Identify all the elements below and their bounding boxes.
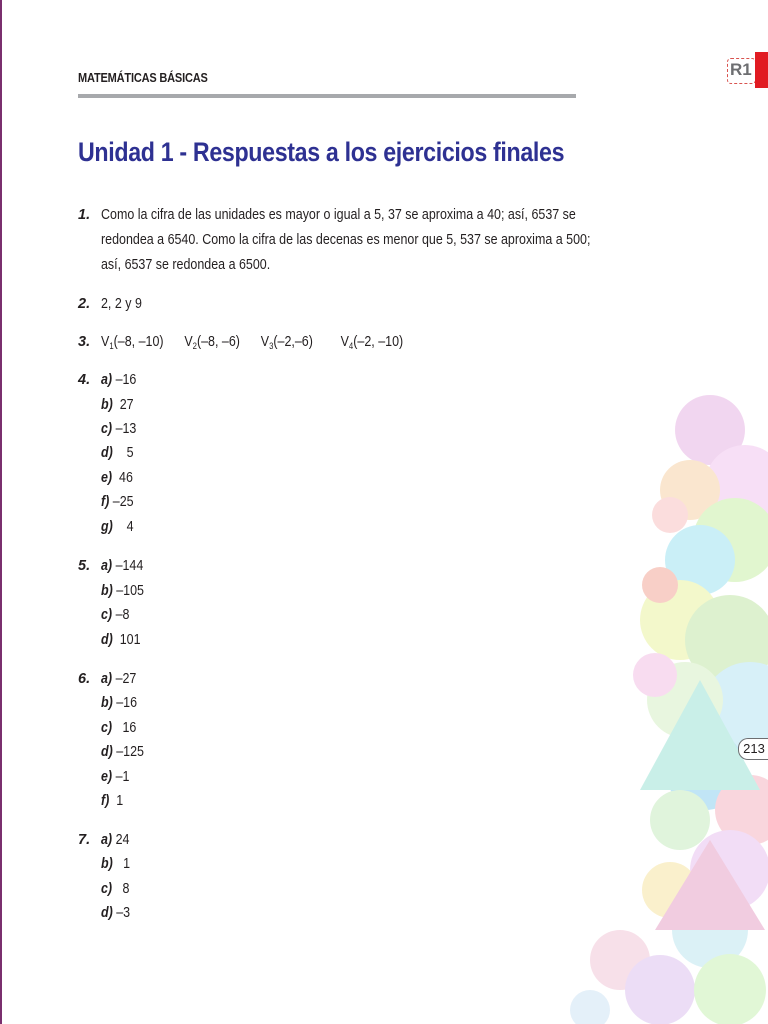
- item-number: 5.: [78, 558, 91, 574]
- vertex-letter: V: [184, 334, 193, 350]
- answer-line: b) –16: [101, 695, 138, 711]
- vertex-coords: (–8, –10): [113, 334, 164, 350]
- header-rule: [78, 94, 576, 98]
- answer-line: g) 4: [101, 519, 134, 535]
- vertex-letter: V: [340, 334, 349, 350]
- page-title: Unidad 1 - Respuestas a los ejercicios finales: [78, 137, 565, 167]
- item-text: 2, 2 y 9: [101, 296, 142, 312]
- page-number: 213: [738, 738, 768, 760]
- answer-line: b) –105: [101, 583, 144, 599]
- answer-line: a) 24: [101, 832, 130, 848]
- vertex-coords: (–8, –6): [196, 334, 240, 350]
- vertex-coords: (–2,–6): [273, 334, 313, 350]
- answer-line: a) –27: [101, 671, 137, 687]
- item-number: 7.: [78, 832, 91, 848]
- item-text-line: así, 6537 se redondea a 6500.: [101, 257, 271, 273]
- answer-line: c) 16: [101, 720, 137, 736]
- answer-line: c) 8: [101, 881, 130, 897]
- answer-line: c) –8: [101, 607, 130, 623]
- item-number: 4.: [78, 372, 91, 388]
- vertex-letter: V: [101, 334, 110, 350]
- item-number: 3.: [78, 334, 91, 350]
- answer-line: e) 46: [101, 470, 133, 486]
- answer-line: c) –13: [101, 421, 137, 437]
- answer-line: a) –144: [101, 558, 144, 574]
- answer-line: d) –3: [101, 905, 131, 921]
- answer-line: d) –125: [101, 744, 144, 760]
- page-edge-line: [0, 0, 2, 1024]
- vertex-subscript: 3: [269, 341, 274, 351]
- vertex-subscript: 4: [348, 341, 354, 351]
- answer-line: b) 27: [101, 397, 134, 413]
- item-number: 2.: [78, 296, 91, 312]
- item-number: 1.: [78, 207, 91, 223]
- vertex-letter: V: [260, 334, 270, 350]
- answer-line: d) 5: [101, 445, 134, 461]
- vertex-coords: (–2, –10): [353, 334, 404, 350]
- answer-line: b) 1: [101, 856, 131, 872]
- answer-line: f) –25: [101, 494, 134, 510]
- answer-line: f) 1: [101, 793, 124, 809]
- header-title: MATEMÁTICAS BÁSICAS: [78, 71, 208, 85]
- vertex-subscript: 1: [109, 341, 114, 351]
- chapter-tab-marker: [755, 52, 768, 88]
- vertex-subscript: 2: [192, 341, 197, 351]
- decorative-bubbles-image: [560, 390, 768, 1024]
- item-text-line: redondea a 6540. Como la cifra de las decenas es menor que 5, 537 se aproxima a 500;: [101, 232, 591, 248]
- answer-line: e) –1: [101, 769, 130, 785]
- vertices-line: [101, 334, 403, 351]
- answer-line: a) –16: [101, 372, 137, 388]
- chapter-tab-label: R1: [730, 60, 752, 79]
- item-text-line: Como la cifra de las unidades es mayor o igual a 5, 37 se aproxima a 40; así, 6537 se: [101, 207, 576, 223]
- answer-line: d) 101: [101, 632, 141, 648]
- item-number: 6.: [78, 671, 91, 687]
